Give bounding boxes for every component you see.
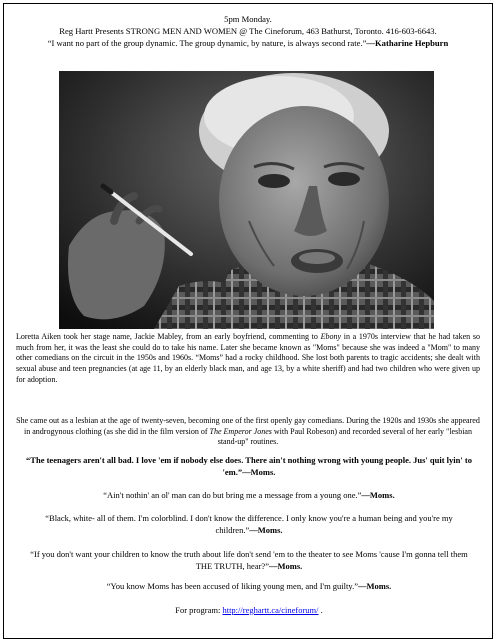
bio-paragraph-2: She came out as a lesbian at the age of twenty-seven, becoming one of the first openly gay comedians. During the 1920s and 1930s she appeared in androgynous clothing (as she did in the film version of The Emperor Jones with Paul Robeson) and recorded several of her early "lesbian stand-up" routines. <box>16 416 480 447</box>
hepburn-quote-text: “I want no part of the group dynamic. The group dynamic, by nature, is always second rate.” <box>47 38 367 48</box>
program-footer: For program: http://reghartt.ca/cineforum/ . <box>175 605 323 615</box>
moms-quote-5: “You know Moms has been accused of liking young men, and I'm guilty.”—Moms. <box>106 581 392 591</box>
portrait-illustration <box>59 71 434 329</box>
moms-quote-4: “If you don't want your children to know the truth about life don't send 'em to the theater to see Moms 'cause I'm gonna tell them THE TRUTH, hear?”—Moms. <box>30 549 468 571</box>
hepburn-quote-author: —Katharine Hepburn <box>366 38 449 48</box>
hepburn-quote <box>4 38 492 49</box>
moms-quote-3: “Black, white- all of them. I'm colorblind. I don't know the difference. I only know you're a human being and you're my children.”—Moms. <box>45 513 453 535</box>
event-line: Reg Hartt Presents STRONG MEN AND WOMEN @ The Cineforum, 463 Bathurst, Toronto. 416-603-6643. <box>59 26 437 36</box>
program-link[interactable]: http://reghartt.ca/cineforum/ <box>222 605 319 615</box>
bio-paragraph-1: Loretta Aiken took her stage name, Jackie Mabley, from an early boyfriend, commenting to Ebony in a 1970s interview that he had taken so much from her, it was the least she could do to take his name. Later she became known as "Moms" because she was indeed a "Mom" to many other comedians on the circuit in the 1950s and 1960s. “Moms” had a rocky childhood. She lost both parents to tragic accidents; she dealt with sexual abuse and teen pregnancies (at age 11, by an elderly black man, and age 13, by a white sheriff) and had two children who were given up for adoption. <box>16 332 481 384</box>
moms-quote-1: “The teenagers aren't all bad. I love 'em if nobody else does. There ain't nothing wrong with young people. Jus' quit lyin' to 'em.”—Moms. <box>26 455 472 477</box>
event-time: 5pm Monday. <box>224 14 272 24</box>
flyer-page <box>3 3 493 639</box>
portrait-photo <box>59 71 434 329</box>
moms-quote-2: “Ain't nothin' an ol' man can do but bring me a message from a young one.”—Moms. <box>103 490 395 500</box>
